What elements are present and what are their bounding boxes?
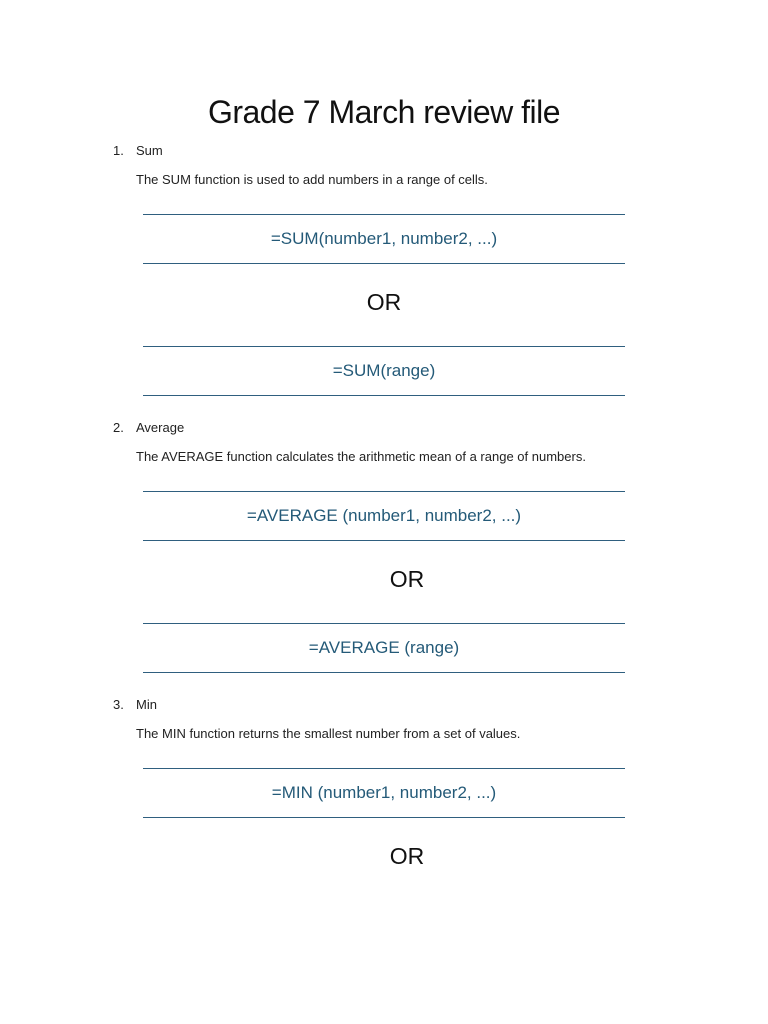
formula-box-alternate: =AVERAGE (range) (143, 623, 625, 673)
formula-box-primary: =AVERAGE (number1, number2, ...) (143, 491, 625, 541)
section-title: Sum (136, 143, 163, 158)
section-description: The SUM function is used to add numbers in a range of cells. (136, 172, 488, 187)
or-label: OR (389, 566, 425, 592)
section-number: 2. (113, 420, 124, 435)
or-label: OR (389, 843, 425, 869)
section-description: The MIN function returns the smallest number from a set of values. (136, 726, 521, 741)
formula-box-primary: =SUM(number1, number2, ...) (143, 214, 625, 264)
section-number: 3. (113, 697, 124, 712)
section-number: 1. (113, 143, 124, 158)
page-title: Grade 7 March review file (207, 94, 561, 130)
section-title: Average (136, 420, 185, 435)
section-title: Min (136, 697, 157, 712)
formula-box-alternate: =SUM(range) (143, 346, 625, 396)
section-description: The AVERAGE function calculates the arithmetic mean of a range of numbers. (136, 449, 586, 464)
or-label: OR (366, 289, 402, 315)
formula-box-primary: =MIN (number1, number2, ...) (143, 768, 625, 818)
